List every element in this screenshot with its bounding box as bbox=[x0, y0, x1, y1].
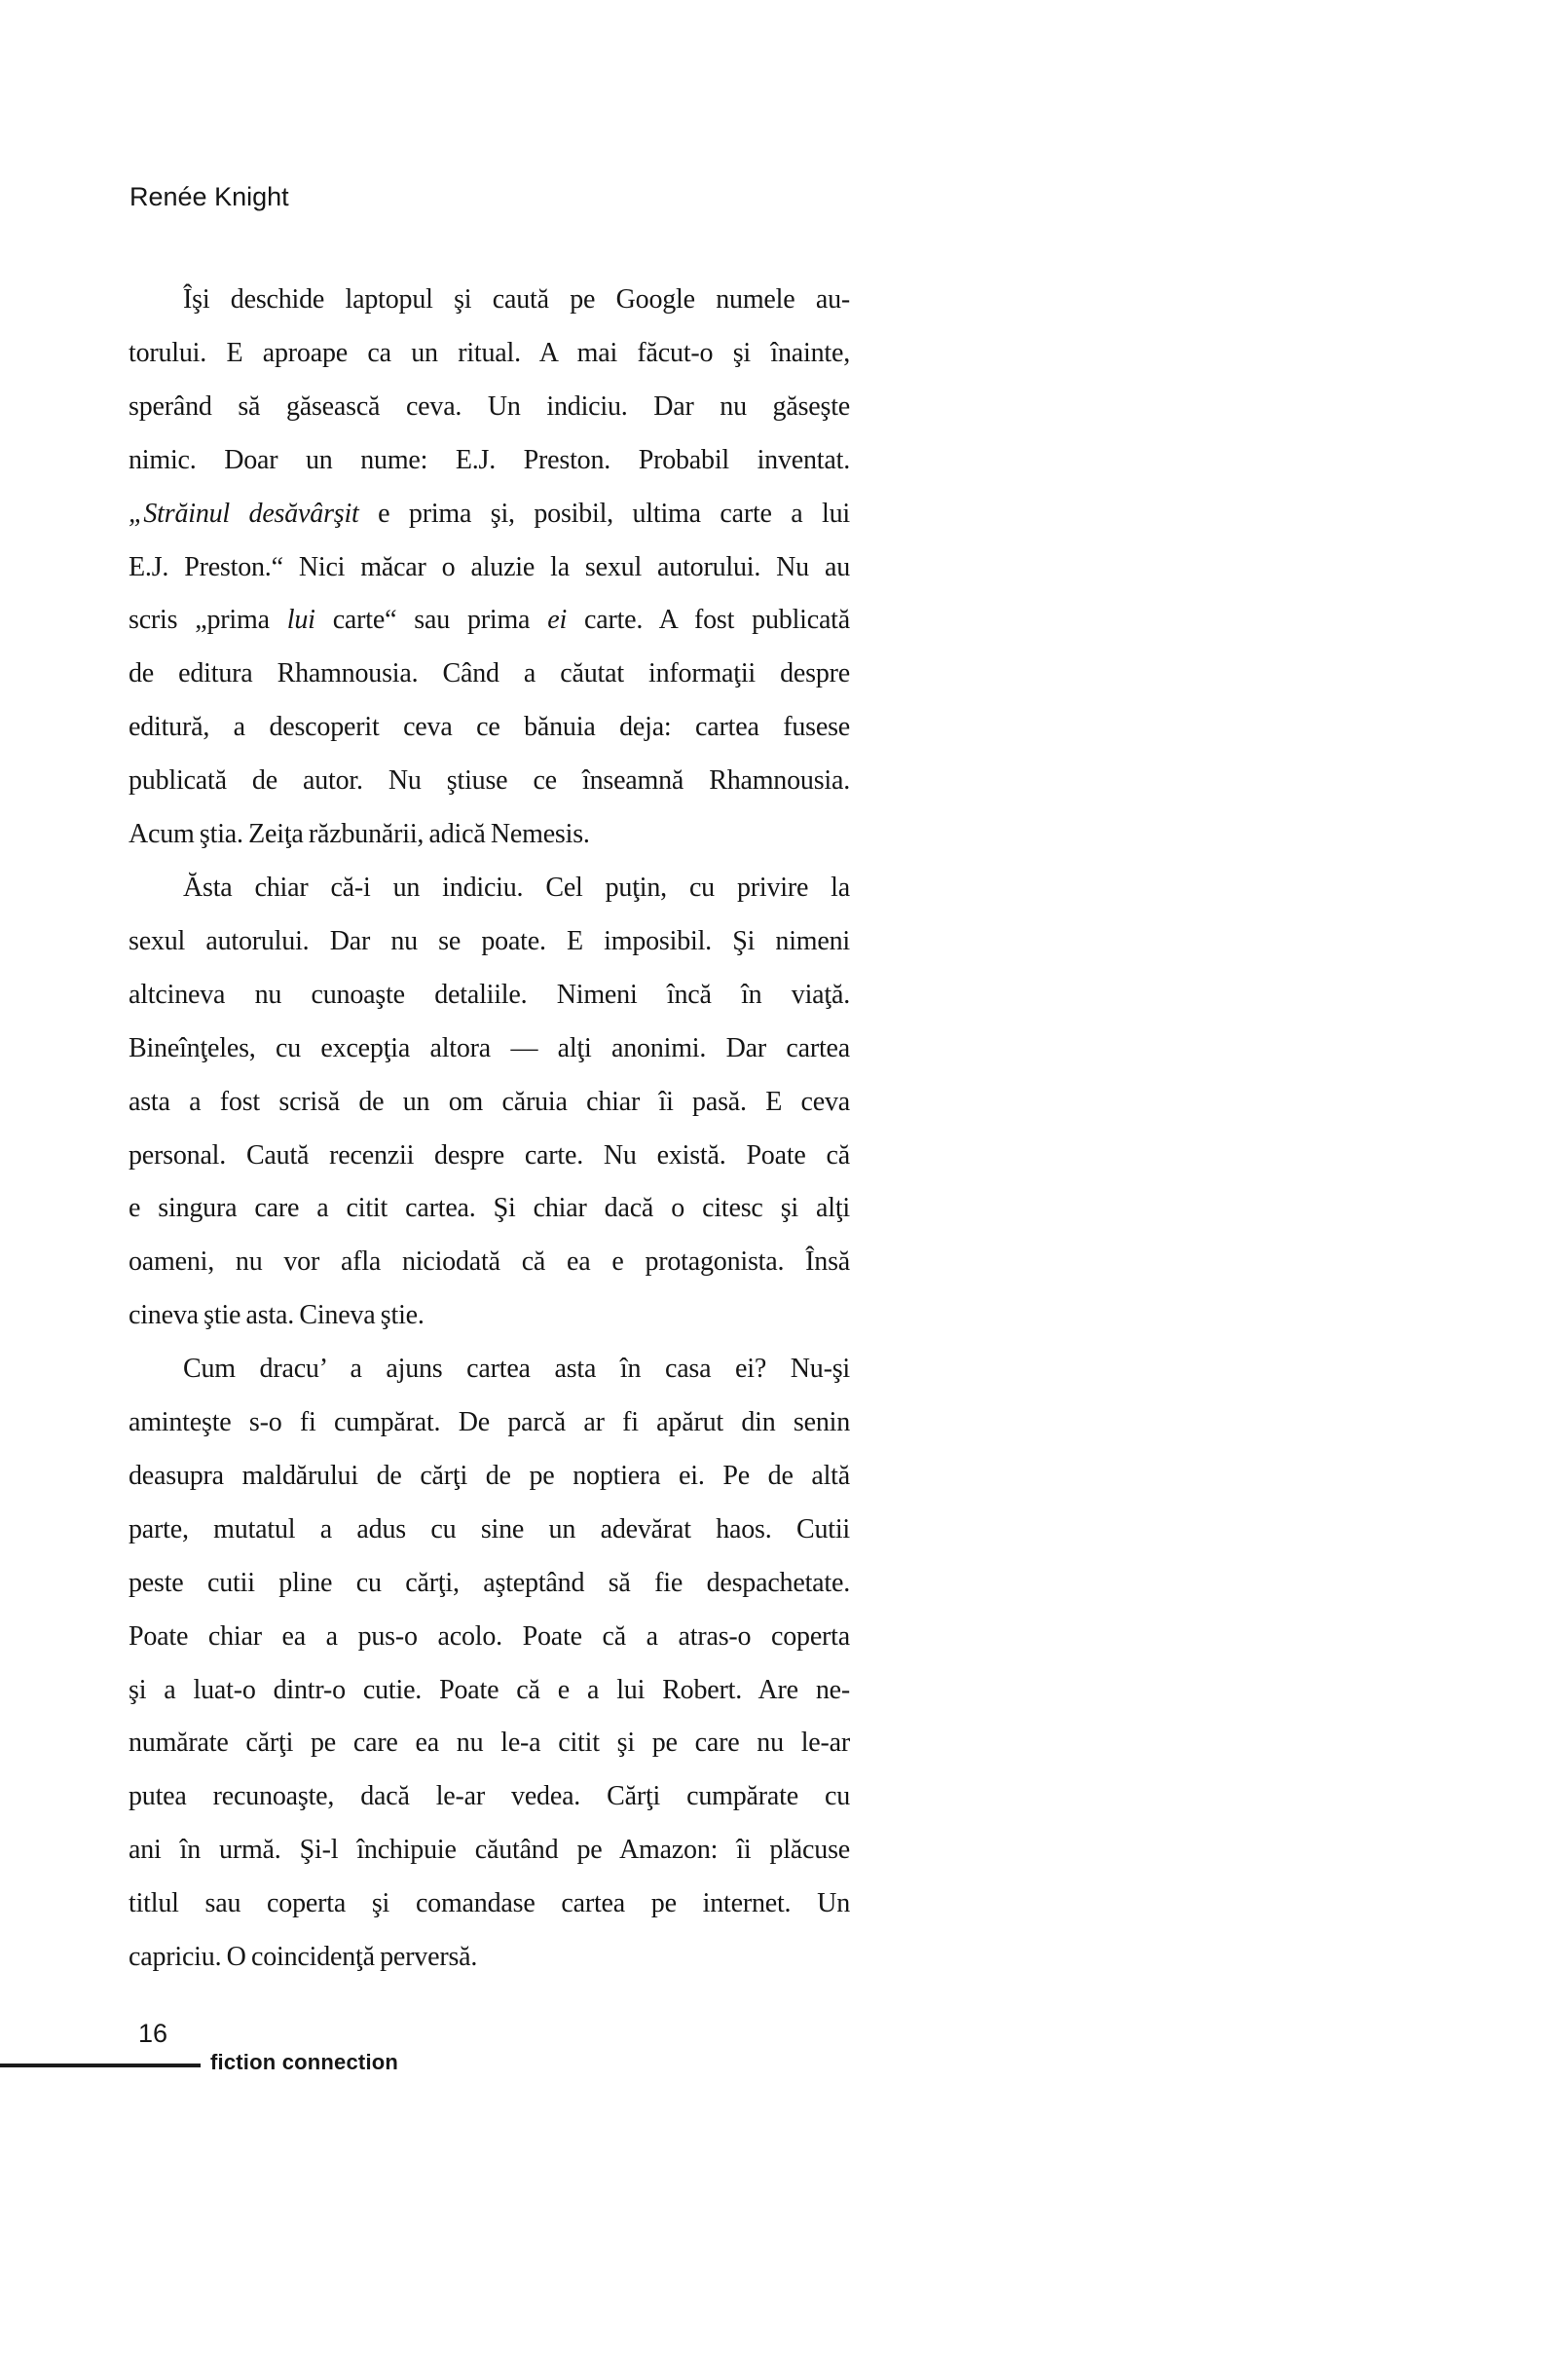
text-segment: Ăsta chiar că-i un indiciu. Cel puţin, cu privire la bbox=[183, 872, 850, 903]
text-segment: Acum ştia. Zeiţa răzbunării, adică Nemesis. bbox=[129, 819, 590, 850]
text-segment: personal. Caută recenzii despre carte. Nu există. Poate că bbox=[129, 1139, 850, 1171]
footer-rule bbox=[0, 2064, 201, 2067]
text-line bbox=[129, 1182, 850, 1236]
text-line bbox=[129, 1130, 850, 1183]
text-segment: Cum dracu’ a ajuns cartea asta în casa ei? Nu-şi bbox=[183, 1354, 850, 1385]
text-segment: asta a fost scrisă de un om căruia chiar îi pasă. E ceva bbox=[129, 1086, 850, 1117]
text-line bbox=[129, 969, 850, 1023]
italic-text-segment: ei bbox=[547, 605, 568, 636]
text-segment: parte, mutatul a adus cu sine un adevărat haos. Cutii bbox=[129, 1513, 850, 1544]
text-segment: scris „prima bbox=[129, 605, 287, 636]
text-segment: cineva ştie asta. Cineva ştie. bbox=[129, 1300, 425, 1331]
text-segment: numărate cărţi pe care ea nu le-a citit şi pe care nu le-ar bbox=[129, 1728, 850, 1759]
text-segment: oameni, nu vor afla niciodată că ea e protagonista. Însă bbox=[129, 1246, 850, 1278]
text-segment: carte. A fost publicată bbox=[567, 605, 850, 636]
text-line bbox=[129, 862, 850, 915]
text-line bbox=[129, 1717, 850, 1770]
text-segment: e singura care a citit cartea. Şi chiar dacă o citesc şi alţi bbox=[129, 1193, 850, 1224]
text-line bbox=[129, 1450, 850, 1504]
text-line bbox=[129, 755, 850, 808]
text-line bbox=[129, 488, 850, 541]
text-line bbox=[129, 434, 850, 488]
text-segment: E.J. Preston.“ Nici măcar o aluzie la sexul autorului. Nu au bbox=[129, 551, 850, 582]
text-line bbox=[129, 701, 850, 755]
text-line bbox=[129, 1289, 850, 1343]
text-line bbox=[129, 1557, 850, 1611]
text-line bbox=[129, 1664, 850, 1718]
text-segment: peste cutii pline cu cărţi, aşteptând să fie despachetate. bbox=[129, 1567, 850, 1598]
text-line bbox=[129, 1931, 850, 1985]
text-line bbox=[129, 1611, 850, 1664]
text-segment: capriciu. O coincidenţă perversă. bbox=[129, 1942, 478, 1973]
text-segment: editură, a descoperit ceva ce bănuia deja: cartea fusese bbox=[129, 712, 850, 743]
text-line bbox=[129, 274, 850, 327]
text-line bbox=[129, 808, 850, 862]
text-line bbox=[129, 381, 850, 434]
text-segment: aminteşte s-o fi cumpărat. De parcă ar fi apărut din senin bbox=[129, 1407, 850, 1438]
text-line bbox=[129, 1076, 850, 1130]
text-segment: Îşi deschide laptopul şi caută pe Google numele au- bbox=[183, 284, 850, 315]
text-segment: nimic. Doar un nume: E.J. Preston. Probabil inventat. bbox=[129, 444, 850, 475]
text-segment: ani în urmă. Şi-l închipuie căutând pe Amazon: îi plăcuse bbox=[129, 1835, 850, 1866]
text-line bbox=[129, 327, 850, 381]
text-line bbox=[129, 1770, 850, 1824]
text-line bbox=[129, 1236, 850, 1289]
text-line bbox=[129, 648, 850, 701]
text-segment: carte“ sau prima bbox=[314, 605, 548, 636]
text-line bbox=[129, 1396, 850, 1450]
body-text-block bbox=[129, 274, 850, 1985]
text-segment: deasupra maldărului de cărţi de pe noptiera ei. Pe de altă bbox=[129, 1460, 850, 1491]
text-segment: sexul autorului. Dar nu se poate. E imposibil. Şi nimeni bbox=[129, 925, 850, 956]
text-line bbox=[129, 1343, 850, 1396]
text-segment: e prima şi, posibil, ultima carte a lui bbox=[358, 498, 850, 529]
italic-text-segment: „Străinul desăvârşit bbox=[129, 498, 359, 529]
text-segment: publicată de autor. Nu ştiuse ce înseamnă Rhamnousia. bbox=[129, 765, 850, 797]
text-segment: Poate chiar ea a pus-o acolo. Poate că a atras-o coperta bbox=[129, 1620, 850, 1652]
text-line bbox=[129, 541, 850, 595]
text-segment: titlul sau coperta şi comandase cartea pe internet. Un bbox=[129, 1888, 850, 1919]
text-line bbox=[129, 1023, 850, 1076]
text-line bbox=[129, 594, 850, 648]
imprint-label: fiction connection bbox=[210, 2050, 399, 2074]
text-segment: şi a luat-o dintr-o cutie. Poate că e a lui Robert. Are ne- bbox=[129, 1674, 850, 1705]
text-line bbox=[129, 1824, 850, 1878]
text-segment: putea recunoaşte, dacă le-ar vedea. Cărţi cumpărate cu bbox=[129, 1781, 850, 1812]
text-line bbox=[129, 1504, 850, 1557]
page-number: 16 bbox=[138, 2019, 168, 2048]
text-segment: torului. E aproape ca un ritual. A mai făcut-o şi înainte, bbox=[129, 337, 850, 368]
text-line bbox=[129, 1878, 850, 1931]
italic-text-segment: lui bbox=[286, 605, 315, 636]
running-header-author: Renée Knight bbox=[129, 182, 289, 211]
text-line bbox=[129, 915, 850, 969]
text-segment: altcineva nu cunoaşte detaliile. Nimeni încă în viaţă. bbox=[129, 979, 850, 1010]
text-segment: sperând să găsească ceva. Un indiciu. Dar nu găseşte bbox=[129, 390, 850, 422]
text-segment: de editura Rhamnousia. Când a căutat informaţii despre bbox=[129, 658, 850, 689]
text-segment: Bineînţeles, cu excepţia altora — alţi anonimi. Dar cartea bbox=[129, 1032, 850, 1063]
